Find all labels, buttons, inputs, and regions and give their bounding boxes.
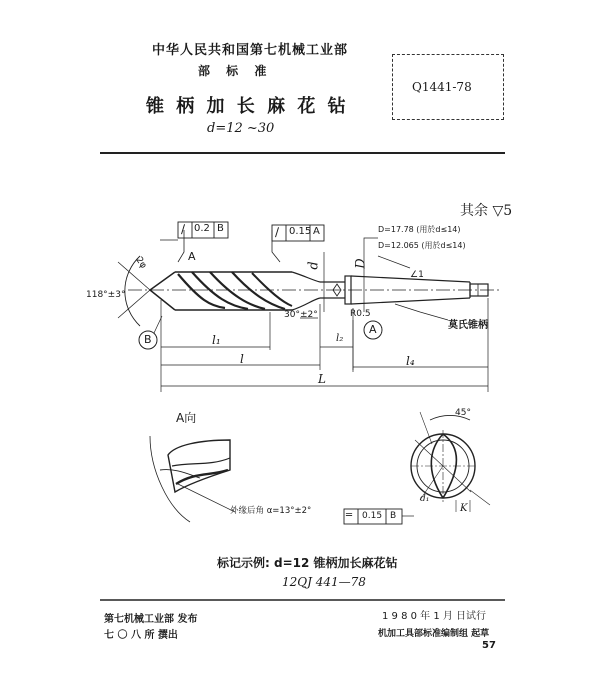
D-note-2: D=12.065 (用於d≤14)	[378, 241, 466, 250]
footer-compiler: 机加工具部标准编制组 起草	[378, 629, 490, 639]
datum-a-label: A	[369, 323, 377, 336]
D-note-1: D=17.78 (用於d≤14)	[378, 225, 461, 234]
drill-body	[150, 272, 320, 310]
marking-example: 标记示例: d=12 锥柄加长麻花钻	[217, 556, 398, 570]
tol2-datum: A	[313, 226, 320, 237]
standard-type: 部 标 准	[198, 64, 273, 78]
tol3-value: 0.15	[362, 511, 383, 521]
diameter-range: d=12 ~30	[207, 121, 275, 136]
view-a-title: A向	[176, 411, 197, 425]
ministry-name: 中华人民共和国第七机械工业部	[152, 43, 349, 58]
label-D: D	[353, 258, 369, 269]
tol3-symbol: ═	[346, 510, 353, 521]
document-title: 锥 柄 加 长 麻 花 钻	[146, 96, 349, 117]
radius-label: R0.5	[350, 309, 371, 319]
tol1-datum: B	[217, 223, 224, 234]
tol2-symbol: ∕	[275, 225, 280, 239]
point-angle-label: 118°±3°	[86, 290, 126, 300]
footer-institute: 七 〇 八 所 撰出	[104, 630, 178, 641]
label-d: d	[306, 261, 322, 270]
dim-d1-label: d₁	[420, 494, 430, 504]
footer-publisher: 第七机械工业部 发布	[104, 614, 198, 625]
marking-code: 12QJ 441—78	[282, 575, 366, 589]
datum-b-label: B	[144, 333, 152, 346]
label-view-a: A	[188, 250, 196, 263]
dim-l2-label: l₂	[336, 333, 344, 344]
footer-date: 1 9 8 0 年 1 月 日试行	[382, 611, 487, 622]
tol1-value: 0.2	[194, 223, 210, 234]
dim-l1-label: l₁	[212, 333, 221, 347]
standard-number: Q1441-78	[412, 80, 472, 94]
dim-K-label: K	[460, 503, 468, 514]
morse-taper-label: 莫氏锥柄	[448, 320, 488, 331]
tip-view-drawing	[150, 436, 235, 522]
taper-symbol: ∠1	[410, 270, 424, 280]
tol1-symbol: ∕	[181, 222, 186, 236]
helix-angle-label: 30°±2°	[284, 310, 318, 320]
tol2-value: 0.15	[289, 226, 312, 237]
label-2phi: 2φ	[133, 255, 149, 271]
relief-angle-note: 外缘后角 α=13°±2°	[230, 506, 312, 516]
angle-45-label: 45°	[455, 408, 471, 418]
tol3-datum: B	[390, 511, 397, 521]
dim-l4-label: l₄	[406, 354, 415, 368]
page-number: 57	[482, 640, 496, 651]
surface-finish-note: 其余 ▽5	[460, 203, 513, 219]
dim-L-label: L	[318, 372, 326, 386]
dim-l-label: l	[240, 352, 244, 366]
